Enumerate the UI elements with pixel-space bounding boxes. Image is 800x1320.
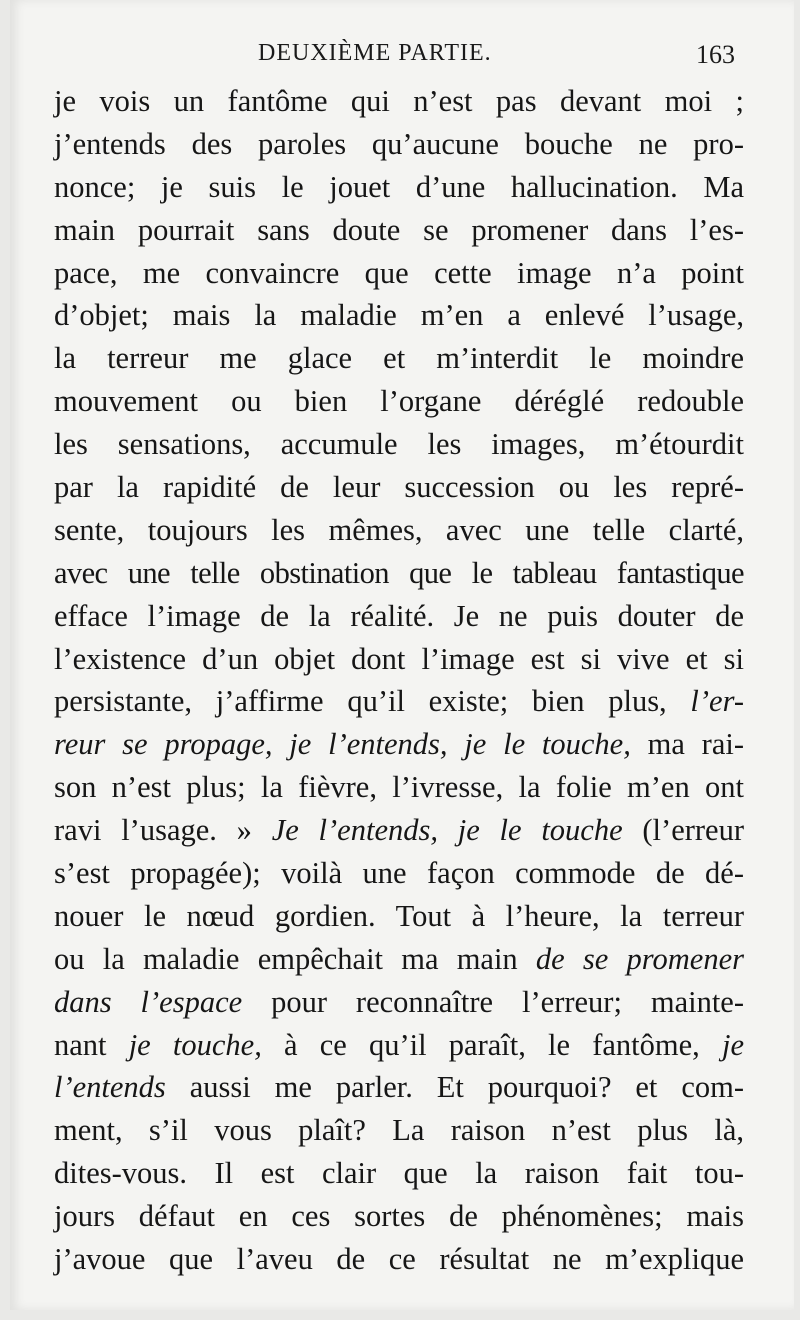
page-number: 163 xyxy=(696,40,735,69)
text-line: pace, me convaincre que cette image n’a point xyxy=(54,255,744,290)
text-line: persistante, j’affirme qu’il existe; bien plus, l’er- xyxy=(54,684,744,719)
text-line: dites-vous. Il est clair que la raison fait tou- xyxy=(54,1156,744,1191)
text-line: ravi l’usage. » Je l’entends, je le touche (l’erreur xyxy=(54,813,744,848)
text-line: jours défaut en ces sortes de phénomènes; mais xyxy=(54,1199,744,1234)
text-line: j’avoue que l’aveu de ce résultat ne m’explique xyxy=(54,1242,744,1277)
text-line: par la rapidité de leur succession ou les repré- xyxy=(54,470,744,505)
text-line: s’est propagée); voilà une façon commode de dé- xyxy=(54,856,744,891)
text-line: ment, s’il vous plaît? La raison n’est plus là, xyxy=(54,1113,744,1148)
text-line: nonce; je suis le jouet d’une hallucination. Ma xyxy=(54,169,744,204)
text-line: avec une telle obstination que le tableau fantastique xyxy=(54,555,744,590)
text-line: les sensations, accumule les images, m’étourdit xyxy=(54,427,744,462)
page-header xyxy=(0,40,800,80)
text-line: d’objet; mais la maladie m’en a enlevé l’usage, xyxy=(54,298,744,333)
text-line: nant je touche, à ce qu’il paraît, le fantôme, je xyxy=(54,1027,744,1062)
text-line: dans l’espace pour reconnaître l’erreur; mainte- xyxy=(54,984,745,1019)
text-line: l’entends aussi me parler. Et pourquoi? et com- xyxy=(54,1070,744,1105)
text-line: ou la maladie empêchait ma main de se promener xyxy=(54,941,744,976)
text-line: son n’est plus; la fièvre, l’ivresse, la folie m’en ont xyxy=(54,770,744,805)
text-line: l’existence d’un objet dont l’image est si vive et si xyxy=(54,641,744,676)
text-line: efface l’image de la réalité. Je ne puis douter de xyxy=(54,598,744,633)
text-line: nouer le nœud gordien. Tout à l’heure, la terreur xyxy=(54,898,744,933)
text-line: reur se propage, je l’entends, je le touche, ma rai- xyxy=(54,727,744,762)
body-text xyxy=(54,80,744,1281)
text-line: mouvement ou bien l’organe déréglé redouble xyxy=(54,384,744,419)
running-title: DEUXIÈME PARTIE. xyxy=(258,40,492,66)
text-line: sente, toujours les mêmes, avec une telle clarté, xyxy=(54,512,744,547)
text-line: j’entends des paroles qu’aucune bouche ne pro- xyxy=(54,126,744,161)
text-line: main pourrait sans doute se promener dans l’es- xyxy=(54,212,744,247)
text-line: la terreur me glace et m’interdit le moindre xyxy=(54,341,744,376)
text-line: je vois un fantôme qui n’est pas devant moi ; xyxy=(54,84,744,118)
